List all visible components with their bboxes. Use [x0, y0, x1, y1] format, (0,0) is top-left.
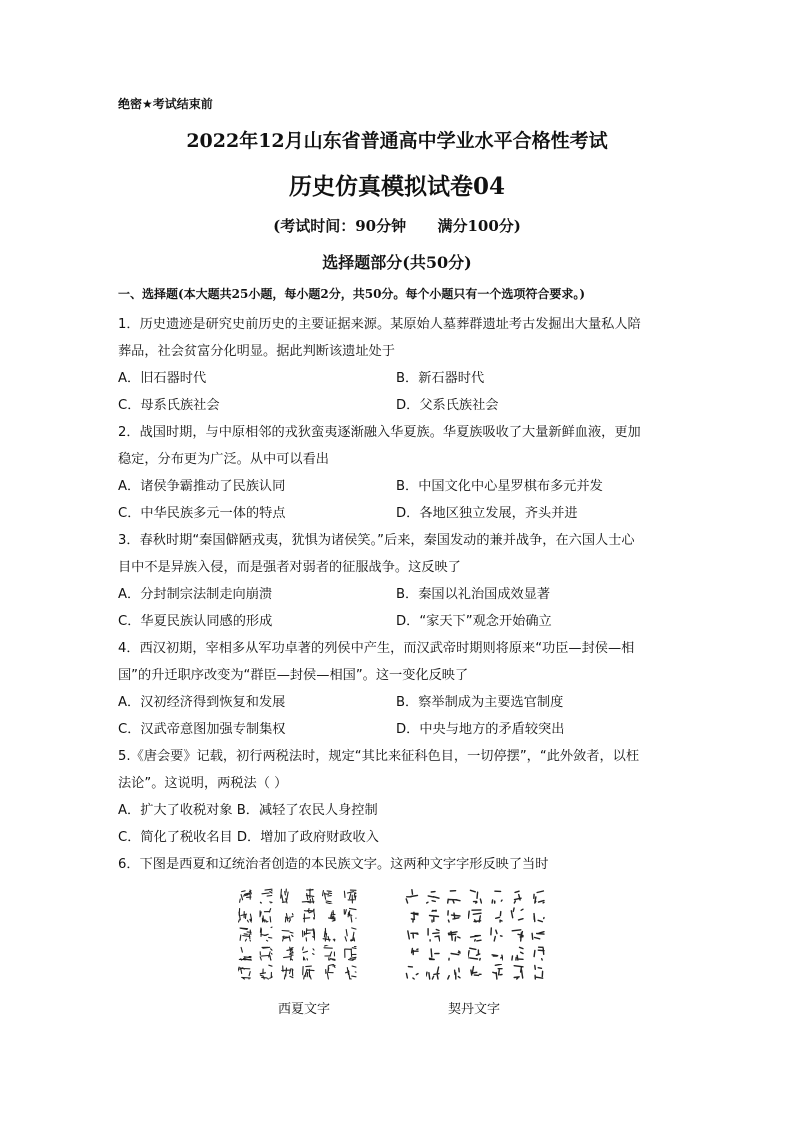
- script-glyph: [322, 888, 336, 904]
- caption-khitan: 契丹文字: [448, 1002, 501, 1017]
- script-glyph: [468, 926, 482, 942]
- script-glyph: [322, 945, 336, 961]
- script-glyph: [343, 945, 357, 961]
- script-glyph: [301, 888, 315, 904]
- question-2-option-a: A．诸侯争霸推动了民族认同: [118, 479, 286, 494]
- script-glyph: [405, 926, 419, 942]
- question-4-stem-line-1: 4．西汉初期，宰相多从军功卓著的列侯中产生，而汉武帝时期则将原来“功臣—封侯—相: [118, 641, 635, 656]
- script-glyph: [405, 964, 419, 980]
- script-glyph: [468, 888, 482, 904]
- script-glyph: [280, 926, 294, 942]
- question-3-stem-line-2: 目中不是异族入侵，而是强者对弱者的征服战争。这反映了: [118, 560, 461, 575]
- question-1-option-d: D．父系氏族社会: [396, 398, 499, 413]
- question-4-option-a: A．汉初经济得到恢复和发展: [118, 695, 286, 710]
- script-glyph: [280, 888, 294, 904]
- script-glyph: [301, 964, 315, 980]
- script-glyph: [426, 907, 440, 923]
- script-glyph: [489, 964, 503, 980]
- script-glyph: [531, 907, 545, 923]
- question-2-option-b: B．中国文化中心星罗棋布多元并发: [396, 479, 603, 494]
- section-title: 选择题部分(共50分): [322, 253, 472, 272]
- script-glyph: [259, 926, 273, 942]
- script-glyph: [531, 945, 545, 961]
- question-2-option-c: C．中华民族多元一体的特点: [118, 506, 286, 521]
- script-glyph: [510, 907, 524, 923]
- paper-title: 历史仿真模拟试卷04: [288, 173, 505, 200]
- glyph-row: [405, 926, 545, 945]
- question-1-option-b: B．新石器时代: [396, 371, 485, 386]
- question-4-option-c: C．汉武帝意图加强专制集权: [118, 722, 286, 737]
- script-glyph: [322, 964, 336, 980]
- secret-label: 绝密★考试结束前: [118, 97, 213, 111]
- script-glyph: [301, 907, 315, 923]
- script-glyph: [447, 945, 461, 961]
- script-glyph: [322, 926, 336, 942]
- question-3-stem-line-1: 3．春秋时期“秦国僻陋戎夷，犹惧为诸侯笑。”后来，秦国发动的兼并战争，在六国人士心: [118, 533, 635, 548]
- question-4-option-d: D．中央与地方的矛盾较突出: [396, 722, 565, 737]
- script-glyph: [280, 964, 294, 980]
- script-glyph: [531, 888, 545, 904]
- script-glyph: [426, 964, 440, 980]
- script-glyph: [531, 964, 545, 980]
- script-glyph: [426, 926, 440, 942]
- script-glyph: [259, 888, 273, 904]
- question-1-option-c: C．母系氏族社会: [118, 398, 220, 413]
- script-glyph: [405, 888, 419, 904]
- script-glyph: [343, 907, 357, 923]
- script-glyph: [447, 964, 461, 980]
- question-4-stem-line-2: 国”的升迁职序改变为“群臣—封侯—相国”。这一变化反映了: [118, 668, 469, 683]
- script-glyph: [468, 945, 482, 961]
- section-instructions: 一、选择题(本大题共25小题，每小题2分，共50分。每个小题只有一个选项符合要求。): [118, 287, 586, 301]
- script-glyph: [447, 888, 461, 904]
- glyph-row: [405, 945, 545, 964]
- script-glyph: [489, 888, 503, 904]
- question-1-option-a: A．旧石器时代: [118, 371, 207, 386]
- glyph-row: [405, 964, 545, 983]
- question-3-option-d: D．“家天下”观念开始确立: [396, 614, 552, 629]
- question-6-stem-line-1: 6．下图是西夏和辽统治者创造的本民族文字。这两种文字字形反映了当时: [118, 857, 549, 872]
- question-4-option-b: B．察举制成为主要选官制度: [396, 695, 564, 710]
- script-glyph: [301, 926, 315, 942]
- script-glyph: [510, 888, 524, 904]
- glyph-row: [238, 907, 357, 926]
- script-glyph: [322, 907, 336, 923]
- script-glyph: [238, 964, 252, 980]
- script-glyph: [280, 945, 294, 961]
- script-glyph: [426, 888, 440, 904]
- script-glyph: [510, 926, 524, 942]
- question-5-options-line-2: C．简化了税收名目 D．增加了政府财政收入: [118, 830, 379, 845]
- script-glyph: [259, 907, 273, 923]
- question-3-option-c: C．华夏民族认同感的形成: [118, 614, 273, 629]
- question-5-options-line-1: A．扩大了收税对象 B．减轻了农民人身控制: [118, 803, 378, 818]
- glyph-row: [238, 888, 357, 907]
- exam-info: (考试时间：90分钟 满分100分): [273, 217, 521, 235]
- glyph-row: [238, 926, 357, 945]
- script-glyph: [426, 945, 440, 961]
- question-2-stem-line-2: 稳定，分布更为广泛。从中可以看出: [118, 452, 329, 467]
- caption-xixia: 西夏文字: [278, 1002, 331, 1017]
- glyph-row: [405, 888, 545, 907]
- exam-title: 2022年12月山东省普通高中学业水平合格性考试: [186, 130, 608, 152]
- question-2-option-d: D．各地区独立发展，齐头并进: [396, 506, 578, 521]
- glyph-row: [238, 945, 357, 964]
- glyph-row: [405, 907, 545, 926]
- script-glyph: [510, 945, 524, 961]
- script-glyph: [238, 945, 252, 961]
- script-glyph: [238, 888, 252, 904]
- question-3-option-b: B．秦国以礼治国成效显著: [396, 587, 551, 602]
- script-glyph: [531, 926, 545, 942]
- scripts-figure: [230, 888, 566, 1018]
- script-glyph: [489, 907, 503, 923]
- question-2-stem-line-1: 2．战国时期，与中原相邻的戎狄蛮夷逐渐融入华夏族。华夏族吸收了大量新鲜血液，更加: [118, 425, 641, 440]
- script-glyph: [238, 907, 252, 923]
- script-glyph: [447, 926, 461, 942]
- script-glyph: [405, 945, 419, 961]
- script-glyph: [510, 964, 524, 980]
- script-glyph: [259, 964, 273, 980]
- script-glyph: [489, 945, 503, 961]
- script-glyph: [405, 907, 419, 923]
- glyph-row: [238, 964, 357, 983]
- script-glyph: [447, 907, 461, 923]
- script-glyph: [489, 926, 503, 942]
- script-glyph: [343, 926, 357, 942]
- script-glyph: [468, 964, 482, 980]
- khitan-script-image: [405, 888, 545, 983]
- script-glyph: [238, 926, 252, 942]
- script-glyph: [343, 888, 357, 904]
- script-glyph: [259, 945, 273, 961]
- xixia-script-image: [238, 888, 357, 983]
- question-1-stem-line-2: 葬品，社会贫富分化明显。据此判断该遗址处于: [118, 344, 395, 359]
- question-3-option-a: A．分封制宗法制走向崩溃: [118, 587, 273, 602]
- question-5-stem-line-1: 5.《唐会要》记载，初行两税法时，规定“其比来征科色目，一切停摆”，“此外敛者，以枉: [118, 749, 640, 764]
- script-glyph: [468, 907, 482, 923]
- question-1-stem-line-1: 1．历史遗迹是研究史前历史的主要证据来源。某原始人墓葬群遗址考古发掘出大量私人陪: [118, 317, 641, 332]
- question-5-stem-line-2: 法论”。这说明，两税法（ ）: [118, 776, 288, 791]
- script-glyph: [343, 964, 357, 980]
- script-glyph: [301, 945, 315, 961]
- script-glyph: [280, 907, 294, 923]
